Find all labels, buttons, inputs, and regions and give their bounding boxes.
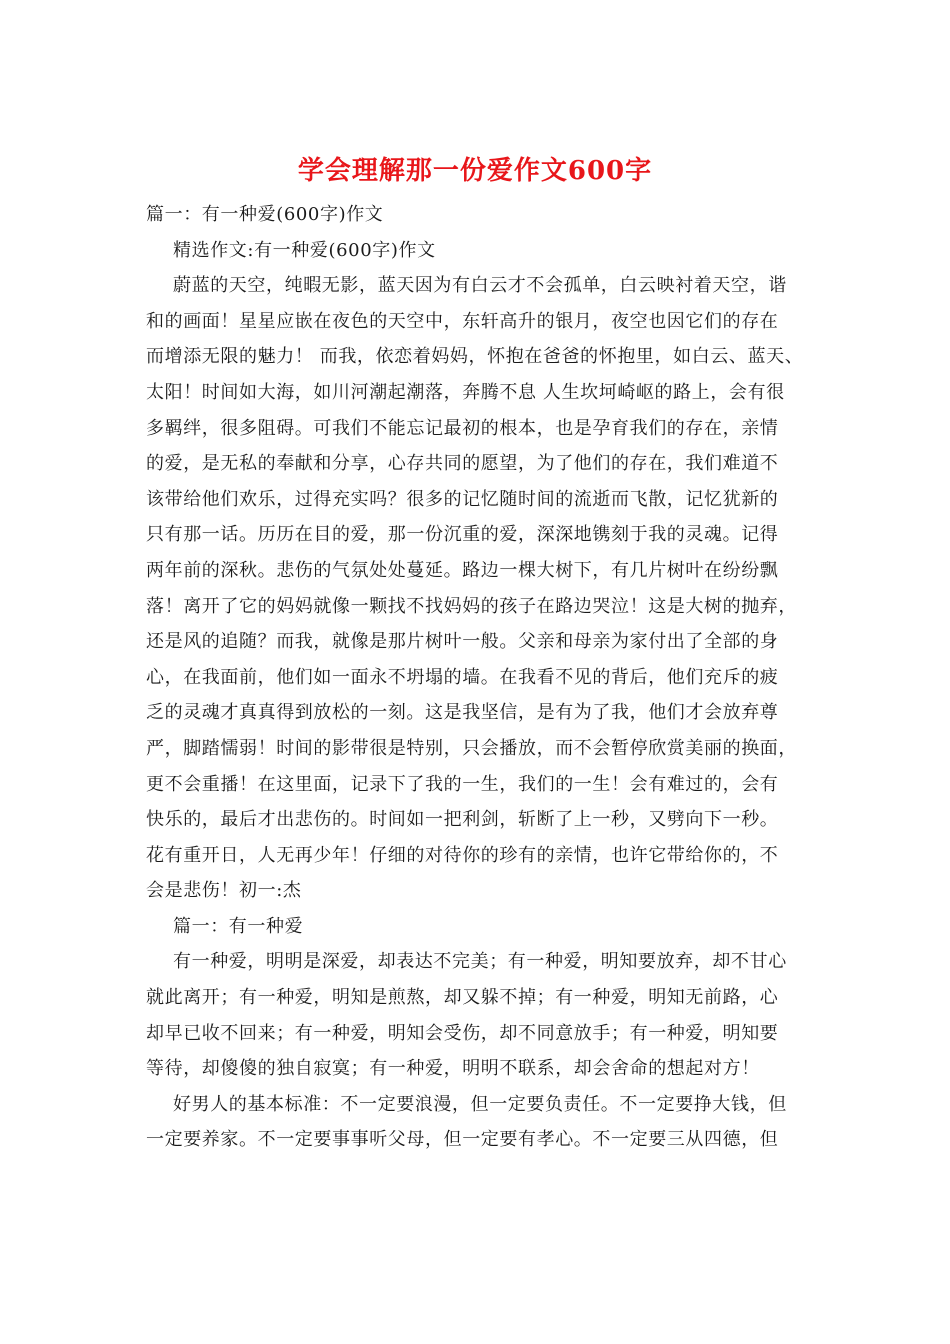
- text-line: 快乐的，最后才出悲伤的。时间如一把利剑，斩断了上一秒，又劈向下一秒。: [146, 809, 779, 831]
- text-line: 只有那一话。历历在目的爱，那一份沉重的爱，深深地镌刻于我的灵魂。记得: [146, 524, 779, 546]
- text-line: 该带给他们欢乐，过得充实吗？很多的记忆随时间的流逝而飞散，记忆犹新的: [146, 488, 779, 510]
- text-line: 就此离开；有一种爱，明知是煎熬，却又躲不掉；有一种爱，明知无前路，心: [146, 987, 779, 1009]
- text-line: 一定要养家。不一定要事事听父母，但一定要有孝心。不一定要三从四德，但: [146, 1129, 779, 1151]
- text-line: 好男人的基本标准：不一定要浪漫，但一定要负责任。不一定要挣大钱，但: [173, 1093, 787, 1115]
- text-line: 两年前的深秋。悲伤的气氛处处蔓延。路边一棵大树下，有几片树叶在纷纷飘: [146, 559, 779, 581]
- text-line: 多羁绊，很多阻碍。可我们不能忘记最初的根本，也是孕育我们的存在，亲情: [146, 417, 779, 439]
- text-line: 更不会重播！在这里面，记录下了我的一生，我们的一生！会有难过的，会有: [146, 773, 779, 795]
- document-title: 学会理解那一份爱作文600字: [297, 156, 653, 186]
- text-line: 和的画面！星星应嵌在夜色的天空中，东轩高升的银月，夜空也因它们的存在: [146, 310, 779, 332]
- document-body: [146, 197, 826, 1158]
- text-line: 花有重开日，人无再少年！仔细的对待你的珍有的亲情，也许它带给你的，不: [146, 844, 779, 866]
- text-line: 蔚蓝的天空，纯暇无影，蓝天因为有白云才不会孤单，白云映衬着天空，谐: [173, 275, 787, 297]
- text-line: 落！离开了它的妈妈就像一颗找不找妈妈的孩子在路边哭泣！这是大树的抛弃，: [146, 595, 797, 617]
- text-line: 严，脚踏懦弱！时间的影带很是特别，只会播放，而不会暂停欣赏美丽的换面，: [146, 737, 797, 759]
- text-line: 篇一：有一种爱: [173, 915, 304, 937]
- text-line: 等待，却傻傻的独自寂寞；有一种爱，明明不联系，却会舍命的想起对方！: [146, 1058, 760, 1080]
- text-line: 篇一：有一种爱(600字)作文: [146, 204, 384, 225]
- text-line: 心，在我面前，他们如一面永不坍塌的墙。在我看不见的背后，他们充斥的疲: [146, 666, 779, 688]
- text-line: 精选作文:有一种爱(600字)作文: [173, 239, 436, 261]
- text-line: 会是悲伤！初一:杰: [146, 880, 302, 902]
- text-line: 还是风的追随？而我，就像是那片树叶一般。父亲和母亲为家付出了全部的身: [146, 631, 779, 653]
- text-line: 而增添无限的魅力！ 而我，依恋着妈妈，怀抱在爸爸的怀抱里，如白云、蓝天、: [146, 346, 804, 368]
- text-line: 乏的灵魂才真真得到放松的一刻。这是我坚信，是有为了我，他们才会放弃尊: [146, 702, 779, 724]
- text-line: 的爱，是无私的奉献和分享，心存共同的愿望，为了他们的存在，我们难道不: [146, 453, 779, 475]
- text-line: 有一种爱，明明是深爱，却表达不完美；有一种爱，明知要放弃，却不甘心: [173, 951, 787, 973]
- text-line: 太阳！时间如大海，如川河潮起潮落，奔腾不息 人生坎坷崎岖的路上，会有很: [146, 381, 785, 403]
- text-line: 却早已收不回来；有一种爱，明知会受伤，却不同意放手；有一种爱，明知要: [146, 1022, 779, 1044]
